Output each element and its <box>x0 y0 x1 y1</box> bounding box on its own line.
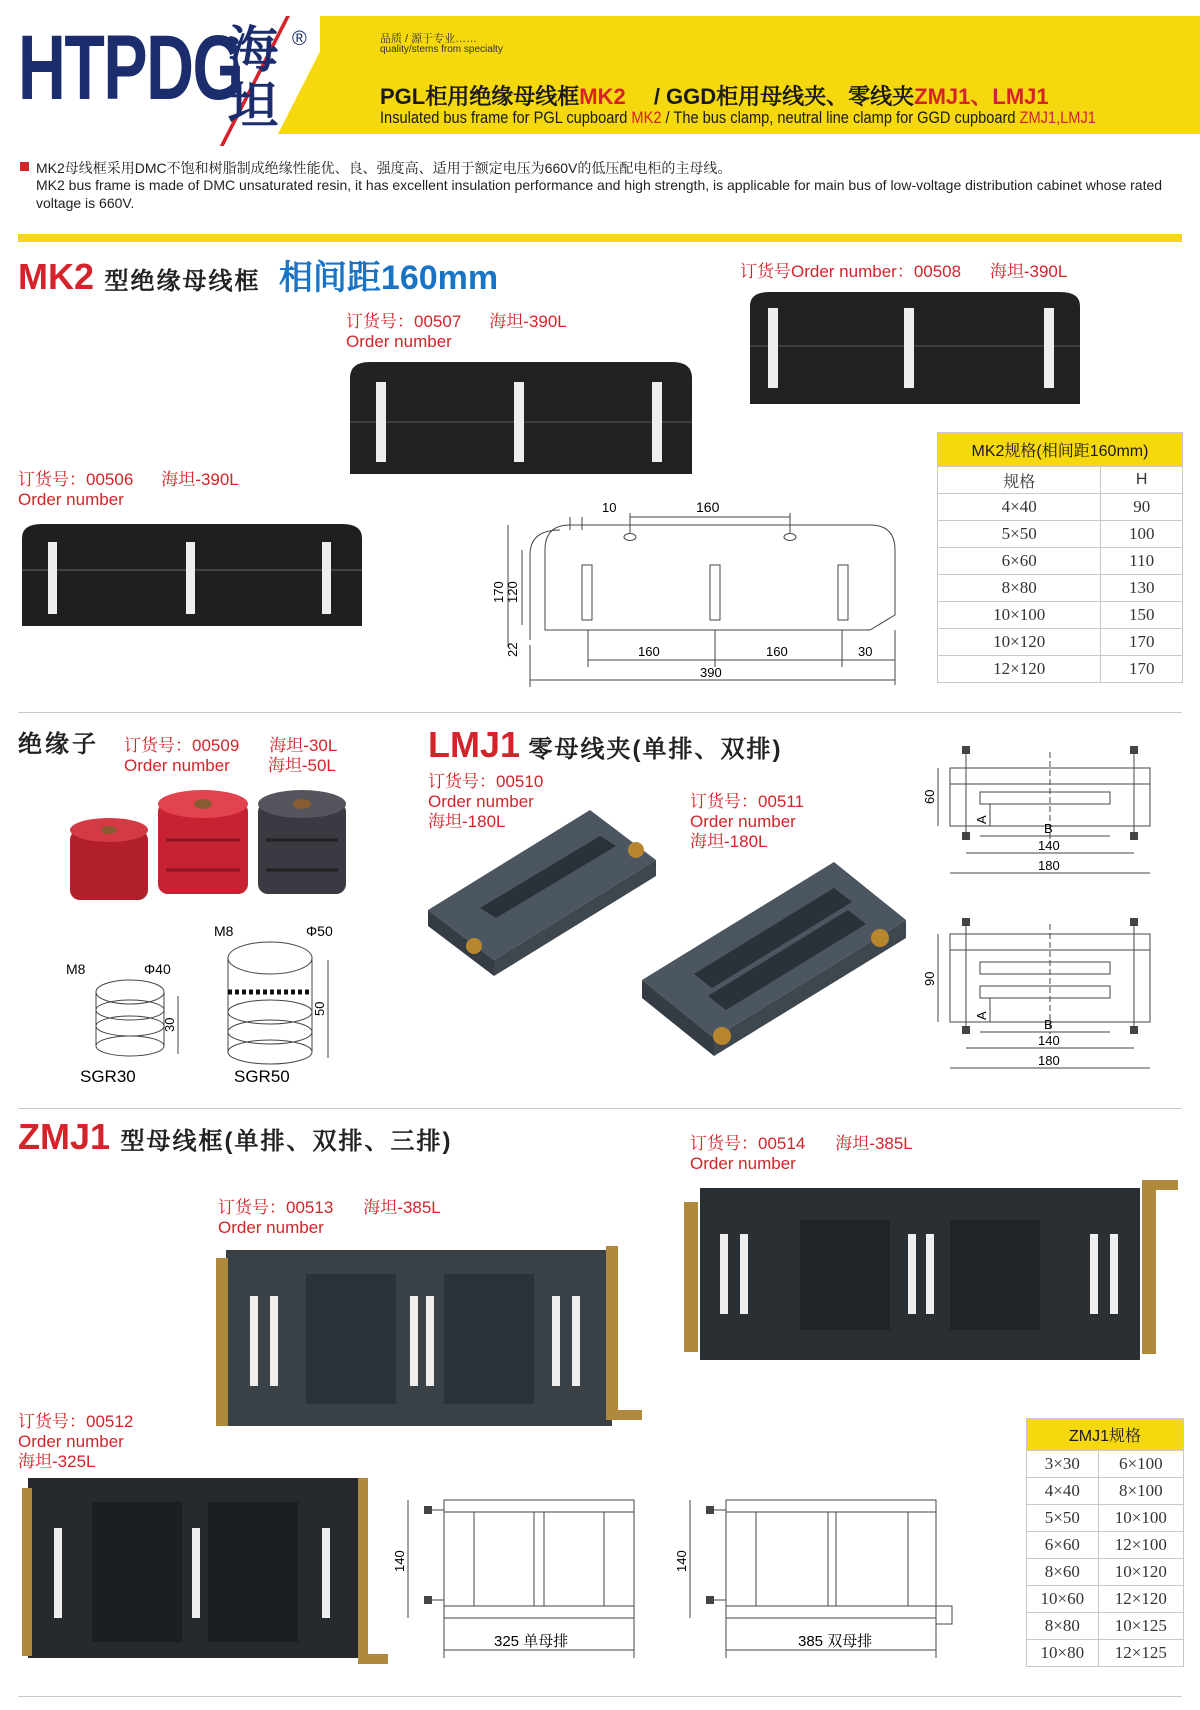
mk2-name: 型绝缘母线框 <box>104 268 261 295</box>
order-model: 海坦-390L <box>161 470 239 489</box>
order-number-en: Order number <box>690 812 796 831</box>
page-title-en <box>380 108 1096 128</box>
table-cell: 10×125 <box>1098 1613 1183 1640</box>
zmj1-name: 型母线框(单排、双排、三排) <box>120 1128 453 1155</box>
zmj1-code: ZMJ1 <box>18 1116 111 1157</box>
zmj1-spec-table <box>1026 1418 1184 1667</box>
order-model-30: 海坦-30L <box>269 736 338 755</box>
mk2-dim-30: 30 <box>858 644 873 659</box>
insulator-photos <box>66 790 356 910</box>
order-number-en: Order number <box>690 1154 796 1173</box>
lmj1-section-title <box>428 724 782 766</box>
lmj1-b-b: B <box>1044 1017 1053 1032</box>
table-cell: 12×100 <box>1098 1532 1183 1559</box>
tagline-cn: 品质 / 源于专业…… <box>380 33 478 45</box>
registered-mark: ® <box>292 28 307 50</box>
table-cell: 170 <box>1101 629 1183 656</box>
lmj1-b-w2: 180 <box>1038 1053 1060 1068</box>
mk2-dim-160-a: 160 <box>638 644 660 659</box>
sgr50-h: 50 <box>312 1001 327 1016</box>
order-model: 海坦-385L <box>363 1198 441 1217</box>
lmj1-a-a: A <box>974 815 989 824</box>
mk2-frame-photo-00507 <box>346 358 696 478</box>
sgr30-m: M8 <box>66 961 86 977</box>
mk2-table-title: MK2规格(相间距160mm) <box>938 433 1183 467</box>
table-cell: 4×40 <box>938 494 1101 521</box>
order-model: 海坦-390L <box>489 312 567 331</box>
order-line: 订货号Order number：00508 <box>740 262 962 281</box>
zmj1-frame-photo-00514 <box>680 1180 1180 1370</box>
table-cell: 10×120 <box>1098 1559 1183 1586</box>
lmj1-a-b: B <box>1044 821 1053 836</box>
table-cell: 12×125 <box>1098 1640 1183 1667</box>
order-number: 订货号：00514 <box>690 1134 806 1153</box>
order-number-en: Order number <box>218 1218 324 1237</box>
zmj1-a-label: 325 单母排 <box>494 1633 569 1650</box>
order-number: 订货号：00506 <box>18 470 134 489</box>
lmj1-a-h: 60 <box>922 789 937 804</box>
table-cell: 130 <box>1101 575 1183 602</box>
zmj1-b-h: 140 <box>674 1550 689 1572</box>
sgr30-name: SGR30 <box>80 1067 136 1086</box>
title-en-b: / The bus clamp, neutral line clamp for GGD cupboard <box>661 108 1020 127</box>
table-cell: 12×120 <box>938 656 1101 683</box>
table-cell: 6×60 <box>1027 1532 1099 1559</box>
title-cn-a: PGL柜用绝缘母线框 <box>380 84 580 109</box>
order-number: 订货号：00507 <box>346 312 462 331</box>
order-number: 订货号：00511 <box>690 792 805 811</box>
lmj1-name: 零母线夹(单排、双排) <box>528 736 783 763</box>
insulator-red-small <box>70 818 148 900</box>
zmj1-table-title: ZMJ1规格 <box>1027 1419 1184 1451</box>
mk2-order-00507 <box>346 312 567 352</box>
order-number: 订货号：00510 <box>428 772 544 791</box>
order-model: 海坦-385L <box>835 1134 913 1153</box>
table-cell: 10×120 <box>938 629 1101 656</box>
table-cell: 8×100 <box>1098 1478 1183 1505</box>
mk2-dim-10: 10 <box>602 500 617 515</box>
mk2-dim-170: 170 <box>491 581 506 603</box>
sgr50-d: Φ50 <box>306 923 333 939</box>
title-cn-b: / GGD柜用母线夹、零线夹 <box>653 84 915 109</box>
zmj1-frame-photo-00513 <box>206 1240 646 1440</box>
table-cell: 90 <box>1101 494 1183 521</box>
sgr50-name: SGR50 <box>234 1067 290 1086</box>
zmj1-order-00514 <box>690 1134 913 1174</box>
title-en-b-code: ZMJ1,LMJ1 <box>1019 108 1096 127</box>
tagline-en: quality/stems from specialty <box>380 44 503 55</box>
divider-3 <box>18 1696 1182 1697</box>
mk2-drawing <box>470 495 890 695</box>
sgr50-m: M8 <box>214 923 234 939</box>
mk2-spacing: 相间距160mm <box>278 259 499 297</box>
lmj1-a-w1: 140 <box>1038 838 1060 853</box>
zmj1-section-title <box>18 1116 452 1158</box>
title-en-a: Insulated bus frame for PGL cupboard <box>380 108 632 127</box>
table-cell: 12×120 <box>1098 1586 1183 1613</box>
brand-logo-cn: 海坦 <box>228 22 278 134</box>
order-model: 海坦-180L <box>428 812 506 831</box>
sgr30-d: Φ40 <box>144 961 171 977</box>
order-model: 海坦-390L <box>989 262 1068 281</box>
table-cell: 10×100 <box>938 602 1101 629</box>
table-cell: 6×100 <box>1098 1451 1183 1478</box>
mk2-col-spec: 规格 <box>938 467 1101 494</box>
zmj1-drawing-double <box>676 1490 966 1668</box>
table-cell: 6×60 <box>938 548 1101 575</box>
order-number-en: Order number <box>428 792 534 811</box>
order-number-en: Order number <box>18 490 124 509</box>
brand-logo: HTPDG <box>18 17 243 119</box>
order-model: 海坦-325L <box>18 1452 96 1471</box>
title-cn-b-code: ZMJ1、LMJ1 <box>914 84 1049 109</box>
table-cell: 10×60 <box>1027 1586 1099 1613</box>
insulator-drawings <box>60 923 360 1090</box>
order-number: 订货号：00509 <box>124 736 240 755</box>
zmj1-drawing-single <box>394 1490 664 1668</box>
table-cell: 3×30 <box>1027 1451 1099 1478</box>
lmj1-a-w2: 180 <box>1038 858 1060 873</box>
lmj1-b-a: A <box>974 1011 989 1020</box>
lmj1-order-00511 <box>690 792 804 852</box>
table-cell: 5×50 <box>1027 1505 1099 1532</box>
page-title-cn <box>380 80 1049 111</box>
order-number: 订货号：00512 <box>18 1412 134 1431</box>
mk2-section-title <box>18 250 498 299</box>
lmj1-b-w1: 140 <box>1038 1033 1060 1048</box>
divider-1 <box>18 712 1182 713</box>
lmj1-b-h: 90 <box>922 971 937 986</box>
title-cn-a-code: MK2 <box>579 84 626 109</box>
mk2-dim-160-b: 160 <box>766 644 788 659</box>
insulator-red-large <box>158 790 248 894</box>
order-model: 海坦-180L <box>690 832 768 851</box>
order-number-en: Order number <box>124 756 230 775</box>
lmj1-clamp-photo-single <box>420 800 660 980</box>
intro-en: MK2 bus frame is made of DMC unsaturated resin, it has excellent insulation performance and high strength, is applicable for main bus of low-voltage distribution cabinet whose rated voltage is 660V. <box>36 177 1163 211</box>
order-model-50: 海坦-50L <box>267 756 336 775</box>
mk2-order-00508 <box>740 262 1067 282</box>
title-en-a-code: MK2 <box>631 108 662 127</box>
mk2-dim-22: 22 <box>505 642 520 657</box>
lmj1-drawing-single <box>920 740 1160 890</box>
mk2-dim-120: 120 <box>505 581 520 603</box>
table-cell: 4×40 <box>1027 1478 1099 1505</box>
zmj1-order-00513 <box>218 1198 441 1238</box>
mk2-col-h: H <box>1101 467 1183 494</box>
mk2-dim-390: 390 <box>700 665 722 680</box>
order-number-en: Order number <box>346 332 452 351</box>
table-cell: 8×80 <box>938 575 1101 602</box>
table-cell: 100 <box>1101 521 1183 548</box>
table-cell: 5×50 <box>938 521 1101 548</box>
mk2-frame-photo-00508 <box>740 286 1090 412</box>
zmj1-b-label: 385 双母排 <box>798 1633 873 1650</box>
insulator-title: 绝缘子 <box>18 731 99 758</box>
zmj1-frame-photo-00512 <box>18 1468 392 1678</box>
mk2-code: MK2 <box>18 256 95 297</box>
mk2-spec-table <box>937 432 1183 683</box>
zmj1-order-00512 <box>18 1412 133 1472</box>
table-cell: 110 <box>1101 548 1183 575</box>
mk2-order-00506 <box>18 470 239 510</box>
insulator-black <box>258 790 346 894</box>
mk2-frame-photo-00506 <box>18 520 366 630</box>
zmj1-a-h: 140 <box>392 1550 407 1572</box>
insulator-order <box>124 736 337 776</box>
mk2-dim-160-top: 160 <box>696 499 720 515</box>
intro-cn: MK2母线框采用DMC不饱和树脂制成绝缘性能优、良、强度高、适用于额定电压为660V的低压配电柜的主母线。 <box>36 160 732 176</box>
table-cell: 10×100 <box>1098 1505 1183 1532</box>
intro-bullet <box>20 162 29 171</box>
table-cell: 170 <box>1101 656 1183 683</box>
sgr30-h: 30 <box>162 1017 177 1032</box>
table-cell: 8×60 <box>1027 1559 1099 1586</box>
table-cell: 8×80 <box>1027 1613 1099 1640</box>
yellow-rule <box>18 234 1182 242</box>
table-cell: 150 <box>1101 602 1183 629</box>
order-number-en: Order number <box>18 1432 124 1451</box>
lmj1-drawing-double <box>920 916 1160 1082</box>
lmj1-code: LMJ1 <box>428 724 521 765</box>
table-cell: 10×80 <box>1027 1640 1099 1667</box>
order-number: 订货号：00513 <box>218 1198 334 1217</box>
divider-2 <box>18 1108 1182 1109</box>
lmj1-clamp-photo-double <box>634 850 914 1070</box>
